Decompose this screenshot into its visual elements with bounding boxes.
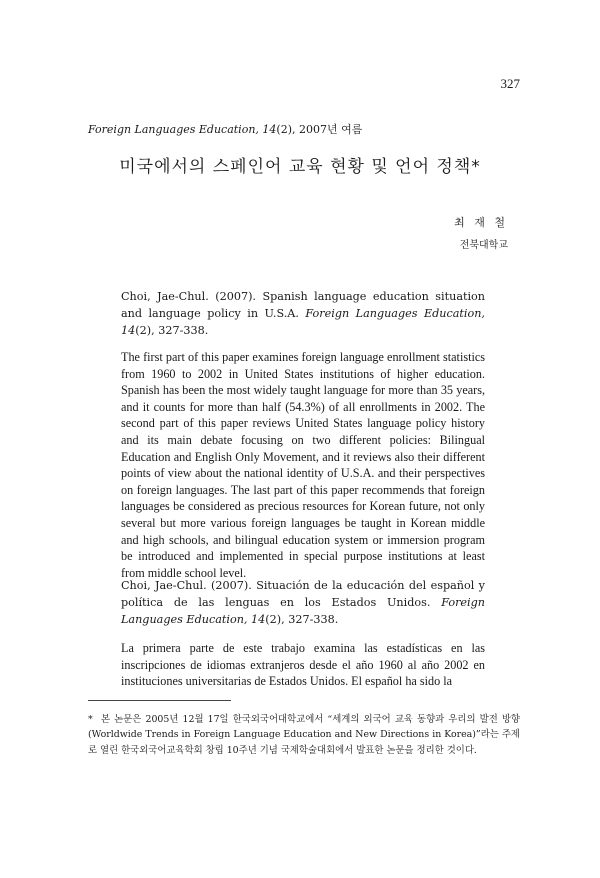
english-abstract: The first part of this paper examines foreign language enrollment statistics from 1960 to 2002 in United States institutions of higher education. Spanish has been the most widely taught language for more than 35 years, and it counts for more than half (54.3%) of all enrollments in 2002. The second part of this paper reviews United States language policy history and its main debate focusing on two different policies: Bilingual Education and English Only Movement, and it reviews also their different points of view about the national identity of U.S.A. and their perspectives on foreign languages. The last part of this paper recommends that foreign languages be considered as precious resources for Korean future, not only several but more various foreign languages be taught in Korean middle and high schools, and bilingual education system or immersion program be introduced and implemented in special purpose institutions at least from middle school level. [121,350,485,580]
spanish-citation-suffix: (2), 327-338. [265,613,339,627]
english-citation-volume: 14 [121,324,136,338]
journal-volume: 14 [262,123,277,136]
paper-title: 미국에서의 스페인어 교육 현황 및 언어 정책* [119,157,481,177]
spanish-citation-prefix: Choi, Jae-Chul. (2007). Situación de la educación del español y política de las lenguas en los Estados Unidos. [121,579,485,610]
journal-issue: (2), 2007년 여름 [276,123,363,136]
english-citation-journal: Foreign Languages Education, [305,307,485,321]
journal-name: Foreign Languages Education, [88,123,259,136]
journal-header [88,121,362,137]
footnote-text: 본 논문은 2005년 12월 17일 한국외국어대학교에서 “세계의 외국어 교육 동향과 우리의 발전 방향(Worldwide Trends in Foreign Language Education and New Directions in Korea)”라는 주제로 열린 한국외국어교육학회 창립 10주년 기념 국제학술대회에서 발표한 논문을 정리한 것이다. [88,714,520,756]
spanish-citation-journal: Foreign Languages Education, [121,596,485,627]
english-citation-prefix: Choi, Jae-Chul. (2007). Spanish language education situation and language policy in U.S.A. [121,290,485,321]
author-affiliation: 전북대학교 [459,240,508,251]
spanish-citation [121,577,485,629]
page-number: 327 [500,76,520,91]
spanish-abstract: La primera parte de este trabajo examina las estadísticas en las inscripciones de idiomas extranjeros desde el año 1960 al año 2002 en instituciones universitarias de Estados Unidos. El español ha sido la [121,641,485,689]
footnote-divider [88,700,231,701]
author-name: 최 재 철 [454,216,508,229]
english-citation-suffix: (2), 327-338. [135,324,209,338]
footnote [88,712,520,758]
spanish-citation-volume: 14 [251,613,266,627]
english-citation [121,288,485,340]
footnote-mark: * [88,714,93,725]
